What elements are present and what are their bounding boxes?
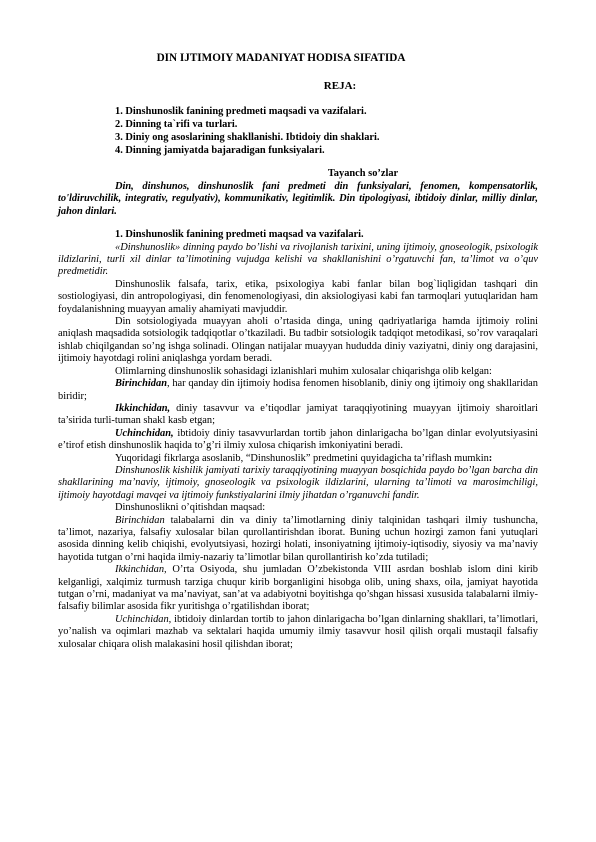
paragraph-text: talabalarni din va diniy ta’limotlarning diniy talqinidan tashqari ilmiy tushuncha, ta’limot, nazariya, falsafiy xulosalar bilan qurollantirishdan iborat. Buning uchun hozirgi zamon fani yutuqlari asosida dinning kelib chiqishi, evolyutsiyasi, hozirgi holati, insoniyatning ijtimoiy-iqtisodiy, siyosiy va ma’naviy hayotida tutgan o’rni haqida ilmiy-nazariy ta’limotlar bilan qurollantirish ko’zda tutiladi; bbox=[58, 514, 538, 563]
paragraph bbox=[58, 614, 538, 651]
keywords-paragraph: Din, dinshunos, dinshunoslik fani predmeti din funksiyalari, fenomen, kompensatorlik, to'ldiruvchilik, integrativ, regulyativ), kommunikativ, legitimlik. Din tipologiyasi, ibtidoiy dinlar, milliy dinlar, jahon dinlari. bbox=[58, 181, 538, 217]
paragraph-text: ibtidoiy dinlardan tortib to jahon dinlarigacha bo’lgan dinlarning shakllari, ta’limotlari, yo’nalish va oqimlari mazhab va sektalari haqida umumiy ilmiy tasavvur hosil qilish orqali mustaqil falsafiy xulosalar chiqara olish malakasini hosil qilishdan iborat; bbox=[58, 613, 538, 650]
paragraph-text: diniy tasavvur va e’tiqodlar jamiyat taraqqiyotining muayyan ijtimoiy sharoitlari ta’sirida turli-tuman shakl kasb etgan; bbox=[58, 402, 538, 427]
paragraph-colon: : bbox=[488, 452, 493, 464]
document-title: DIN IJTIMOIY MADANIYAT HODISA SIFATIDA bbox=[156, 52, 406, 64]
paragraph bbox=[58, 378, 538, 403]
paragraph bbox=[58, 428, 538, 453]
plan-item: 1. Dinshunoslik fanining predmeti maqsadi va vazifalari. bbox=[115, 106, 367, 117]
paragraph: Din sotsiologiyada muayyan aholi o’rtasida dinga, uning qadriyatlariga hamda ijtimoiy rolini aniqlash maqsadida sotsiologik tadqiqotlar o’tkaziladi. Bu tadbir sotsiologik tadqiqot metodikasi, so’rov varaqalari ishlab chiqilgandan so’ng ishga solinadi. Olingan natijalar muayyan hududda diniy vaziyatni, diniy ong darajasini, ijtimoiy hayotdagi rolini aniqlashga yordam beradi. bbox=[58, 316, 538, 365]
plan-item: 3. Diniy ong asoslarining shakllanishi. Ibtidoiy din shaklari. bbox=[115, 132, 380, 143]
plan-item: 2. Dinning ta`rifi va turlari. bbox=[115, 119, 238, 130]
paragraph-lead: Uchinchidan, bbox=[115, 613, 172, 625]
paragraph-lead: Birinchidan bbox=[115, 514, 165, 526]
paragraph bbox=[58, 453, 538, 465]
paragraph bbox=[58, 564, 538, 614]
plan-item: 4. Dinning jamiyatda bajaradigan funksiyalari. bbox=[115, 145, 325, 156]
paragraph-lead: Birinchidan bbox=[115, 378, 167, 390]
plan-list bbox=[58, 105, 538, 157]
paragraph-lead: Uchinchidan, bbox=[115, 427, 174, 439]
paragraph-lead: Ikkinchidan, bbox=[115, 564, 167, 576]
paragraph-text: ibtidoiy diniy tasavvurlardan tortib jahon dinlarigacha bo’lgan dinlar evolyutsiyasini e’tirof etish dinshunoslik haqida to’g’ri ilmiy xulosa chiqarish imkoniyatini beradi. bbox=[58, 427, 538, 452]
plan-heading: REJA: bbox=[323, 80, 357, 92]
paragraph-text: , har qanday din ijtimoiy hodisa fenomen hisoblanib, diniy ong ijtimoiy ong shakllaridan biridir; bbox=[58, 378, 538, 402]
paragraph-text: Yuqoridagi fikrlarga asoslanib, “Dinshunoslik” predmetini quyidagicha ta’riflash mumkin bbox=[115, 452, 489, 464]
paragraph: Olimlarning dinshunoslik sohasidagi izlanishlari muhim xulosalar chiqarishga olib kelgan: bbox=[115, 365, 492, 377]
paragraph bbox=[58, 403, 538, 428]
paragraph: Dinshunoslik falsafa, tarix, etika, psixologiya kabi fanlar bilan bog`liqligidan tashqari din sostiologiyasi, din antropologiyasi, din fenomenologiyasi, din aksiologiyasi kabi fan tarmoqlari yutuqlaridan ham foydalanishning muayyan amaliy ahamiyati mavjuddir. bbox=[58, 278, 538, 315]
definition-paragraph: Dinshunoslik kishilik jamiyati tarixiy taraqqiyotining muayyan bosqichida paydo bo’lgan barcha din shakllarining ma’naviy, ijtimoiy, gnoseologik va psixologik ildizlarini, ularning ta’limoti va marosimchiligi, ijtimoiy hayotdagi mavqei va ijtimoiy funkstiyalarini ilmiy jihatdan o’rganuvchi fandir. bbox=[58, 464, 538, 501]
paragraph bbox=[58, 515, 538, 565]
keywords-heading: Tayanch so’zlar bbox=[327, 168, 399, 179]
spacer bbox=[58, 218, 538, 229]
paragraph-lead: Ikkinchidan, bbox=[115, 402, 171, 414]
paragraph: Dinshunoslikni o’qitishdan maqsad: bbox=[115, 502, 266, 514]
definition-paragraph: «Dinshunoslik» dinning paydo bo’lishi va rivojlanish tarixini, uning ijtimoiy, gnoseologik, psixologik ildizlarini, turli xil dinlar ta’limotining vujudga kelishi va shakllanishini o’rgatuvchi fan, ta’limot va o’quv predmetidir. bbox=[58, 241, 538, 278]
section-heading: 1. Dinshunoslik fanining predmeti maqsad va vazifalari. bbox=[115, 229, 364, 241]
paragraph-text: O’rta Osiyoda, shu jumladan O’zbekistonda VIII asrdan boshlab islom dini kirib kelganligi, xalqimiz turmush tarziga chuqur kirib borganligini hisobga olib, uning shaxs, oila, jamiyat hayotida tutgan o’rni, madaniyat va ma’naviyat, san’at va adabiyotni boyitishga qo’shgan hissasi xususida talabalarni ilmiy-falsafiy bilimlar asosida fikr yuritishga o’rgatilishdan iborat; bbox=[58, 564, 538, 613]
